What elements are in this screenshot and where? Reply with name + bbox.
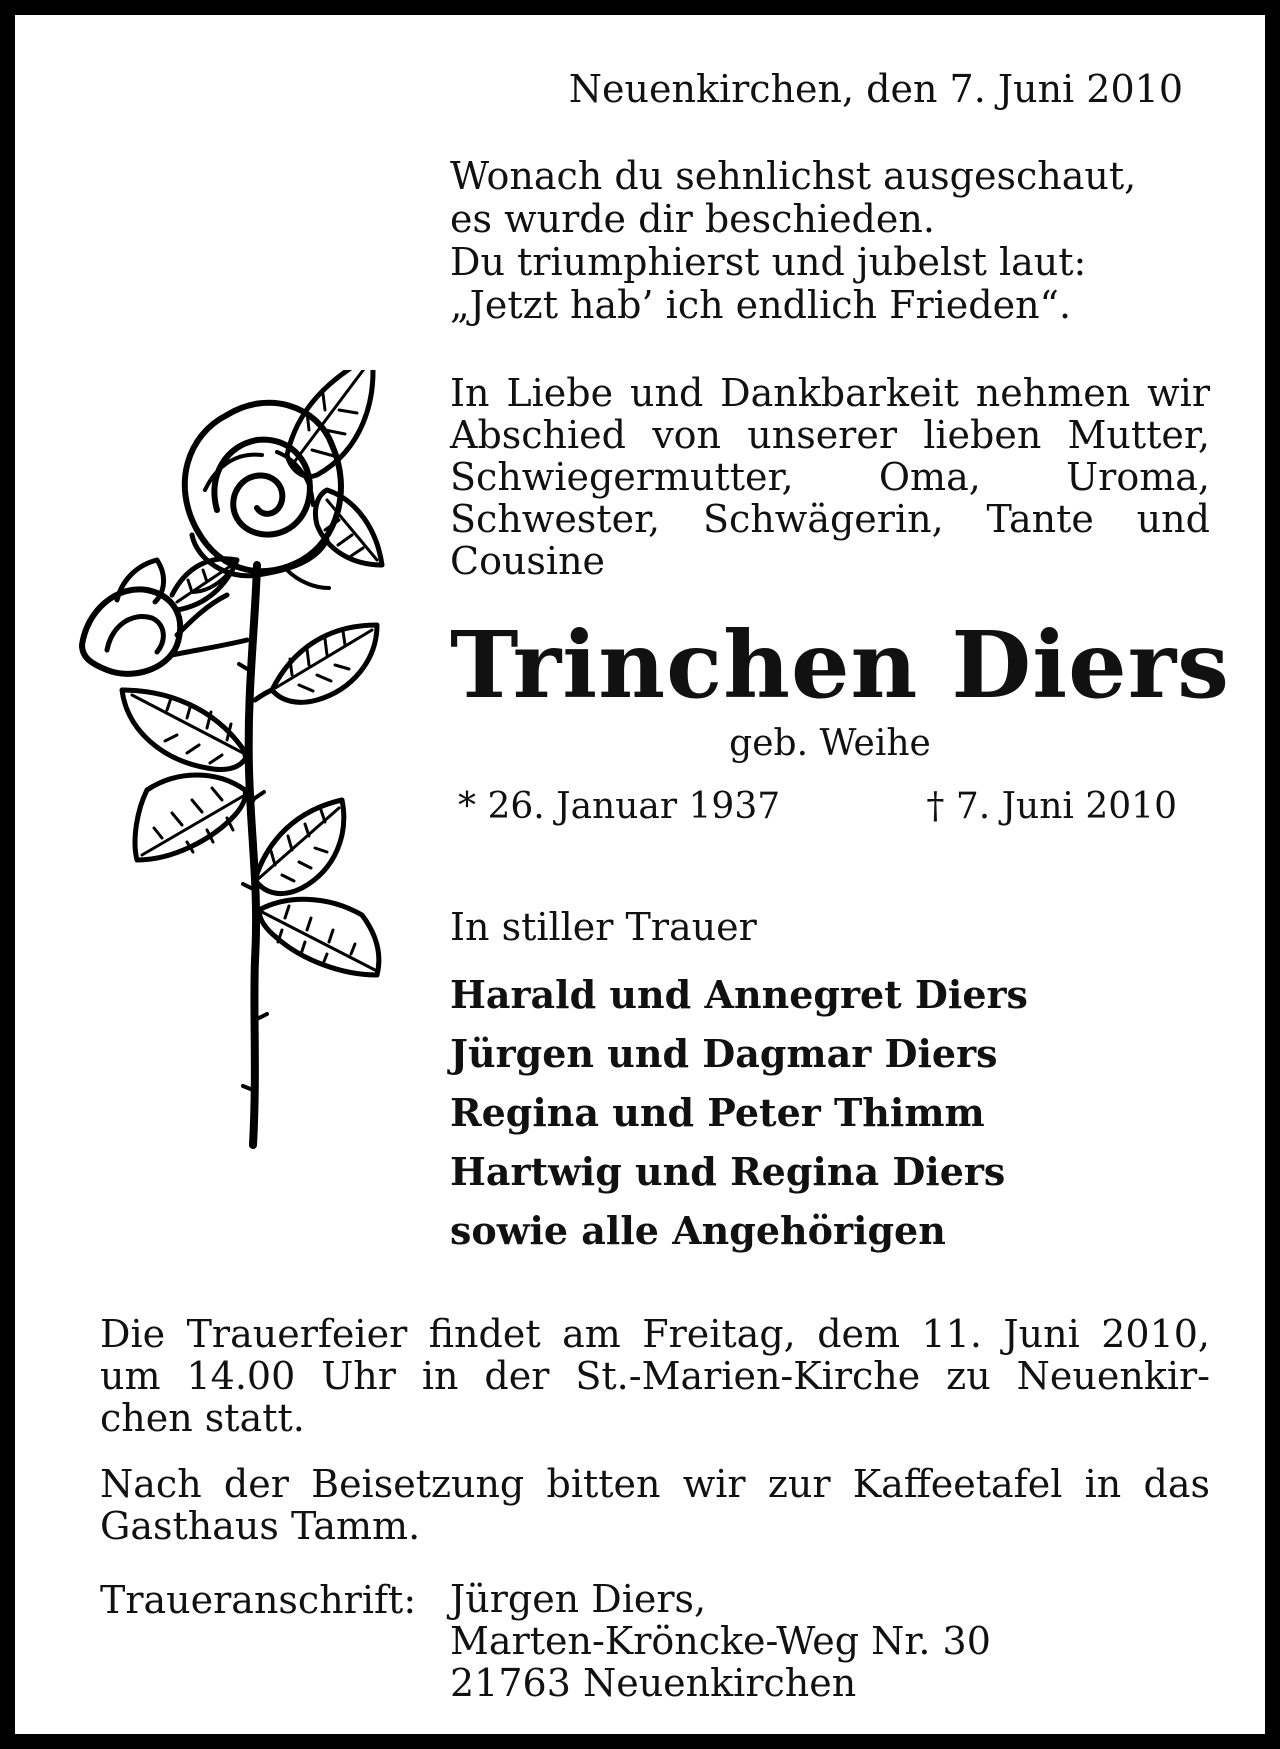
poem <box>450 155 1136 327</box>
coffee-line: Gasthaus Tamm. <box>100 1504 421 1548</box>
mourner: Regina und Peter Thimm <box>450 1090 985 1135</box>
mourning-address <box>450 1578 991 1704</box>
mourning-label: In stiller Trauer <box>450 905 757 949</box>
poem-line: „Jetzt hab’ ich endlich Frieden“. <box>450 283 1072 327</box>
mourner: Hartwig und Regina Diers <box>450 1149 1006 1194</box>
address-line: Jürgen Diers, <box>450 1577 707 1621</box>
funeral-info <box>100 1313 1210 1439</box>
place-date: Neuenkirchen, den 7. Juni 2010 <box>568 67 1183 111</box>
funeral-line: chen statt. <box>100 1396 305 1440</box>
poem-line: Du triumphierst und jubelst laut: <box>450 240 1087 284</box>
birth-date: * 26. Januar 1937 <box>458 786 781 827</box>
mourners-list <box>450 965 1028 1260</box>
intro-line: Schwiegermutter, Oma, Uroma, <box>450 455 1210 499</box>
coffee-line: Nach der Beisetzung bitten wir zur Kaffeetafel in das <box>100 1462 1210 1506</box>
intro-line: Schwester, Schwägerin, Tante und <box>450 497 1210 541</box>
mourner: sowie alle Angehörigen <box>450 1208 946 1253</box>
coffee-info <box>100 1463 1210 1547</box>
intro-text <box>450 372 1210 582</box>
poem-line: es wurde dir beschieden. <box>450 197 935 241</box>
intro-line: In Liebe und Dankbarkeit nehmen wir <box>450 371 1210 415</box>
address-line: Marten-Kröncke-Weg Nr. 30 <box>450 1619 991 1663</box>
funeral-line: um 14.00 Uhr in der St.-Marien-Kirche zu Neuenkir- <box>100 1354 1210 1398</box>
deceased-name: Trinchen Diers <box>450 611 1230 719</box>
birth-name: geb. Weihe <box>729 723 931 764</box>
mourner: Jürgen und Dagmar Diers <box>450 1031 998 1076</box>
intro-line: Abschied von unserer lieben Mutter, <box>450 413 1210 457</box>
mourner: Harald und Annegret Diers <box>450 972 1028 1017</box>
rose-icon <box>77 370 437 1160</box>
death-date: † 7. Juni 2010 <box>926 786 1177 827</box>
address-line: 21763 Neuenkirchen <box>450 1661 857 1705</box>
poem-line: Wonach du sehnlichst ausgeschaut, <box>450 154 1137 198</box>
intro-line: Cousine <box>450 539 606 583</box>
funeral-line: Die Trauerfeier findet am Freitag, dem 11. Juni 2010, <box>100 1312 1210 1356</box>
address-label: Traueranschrift: <box>100 1578 417 1622</box>
